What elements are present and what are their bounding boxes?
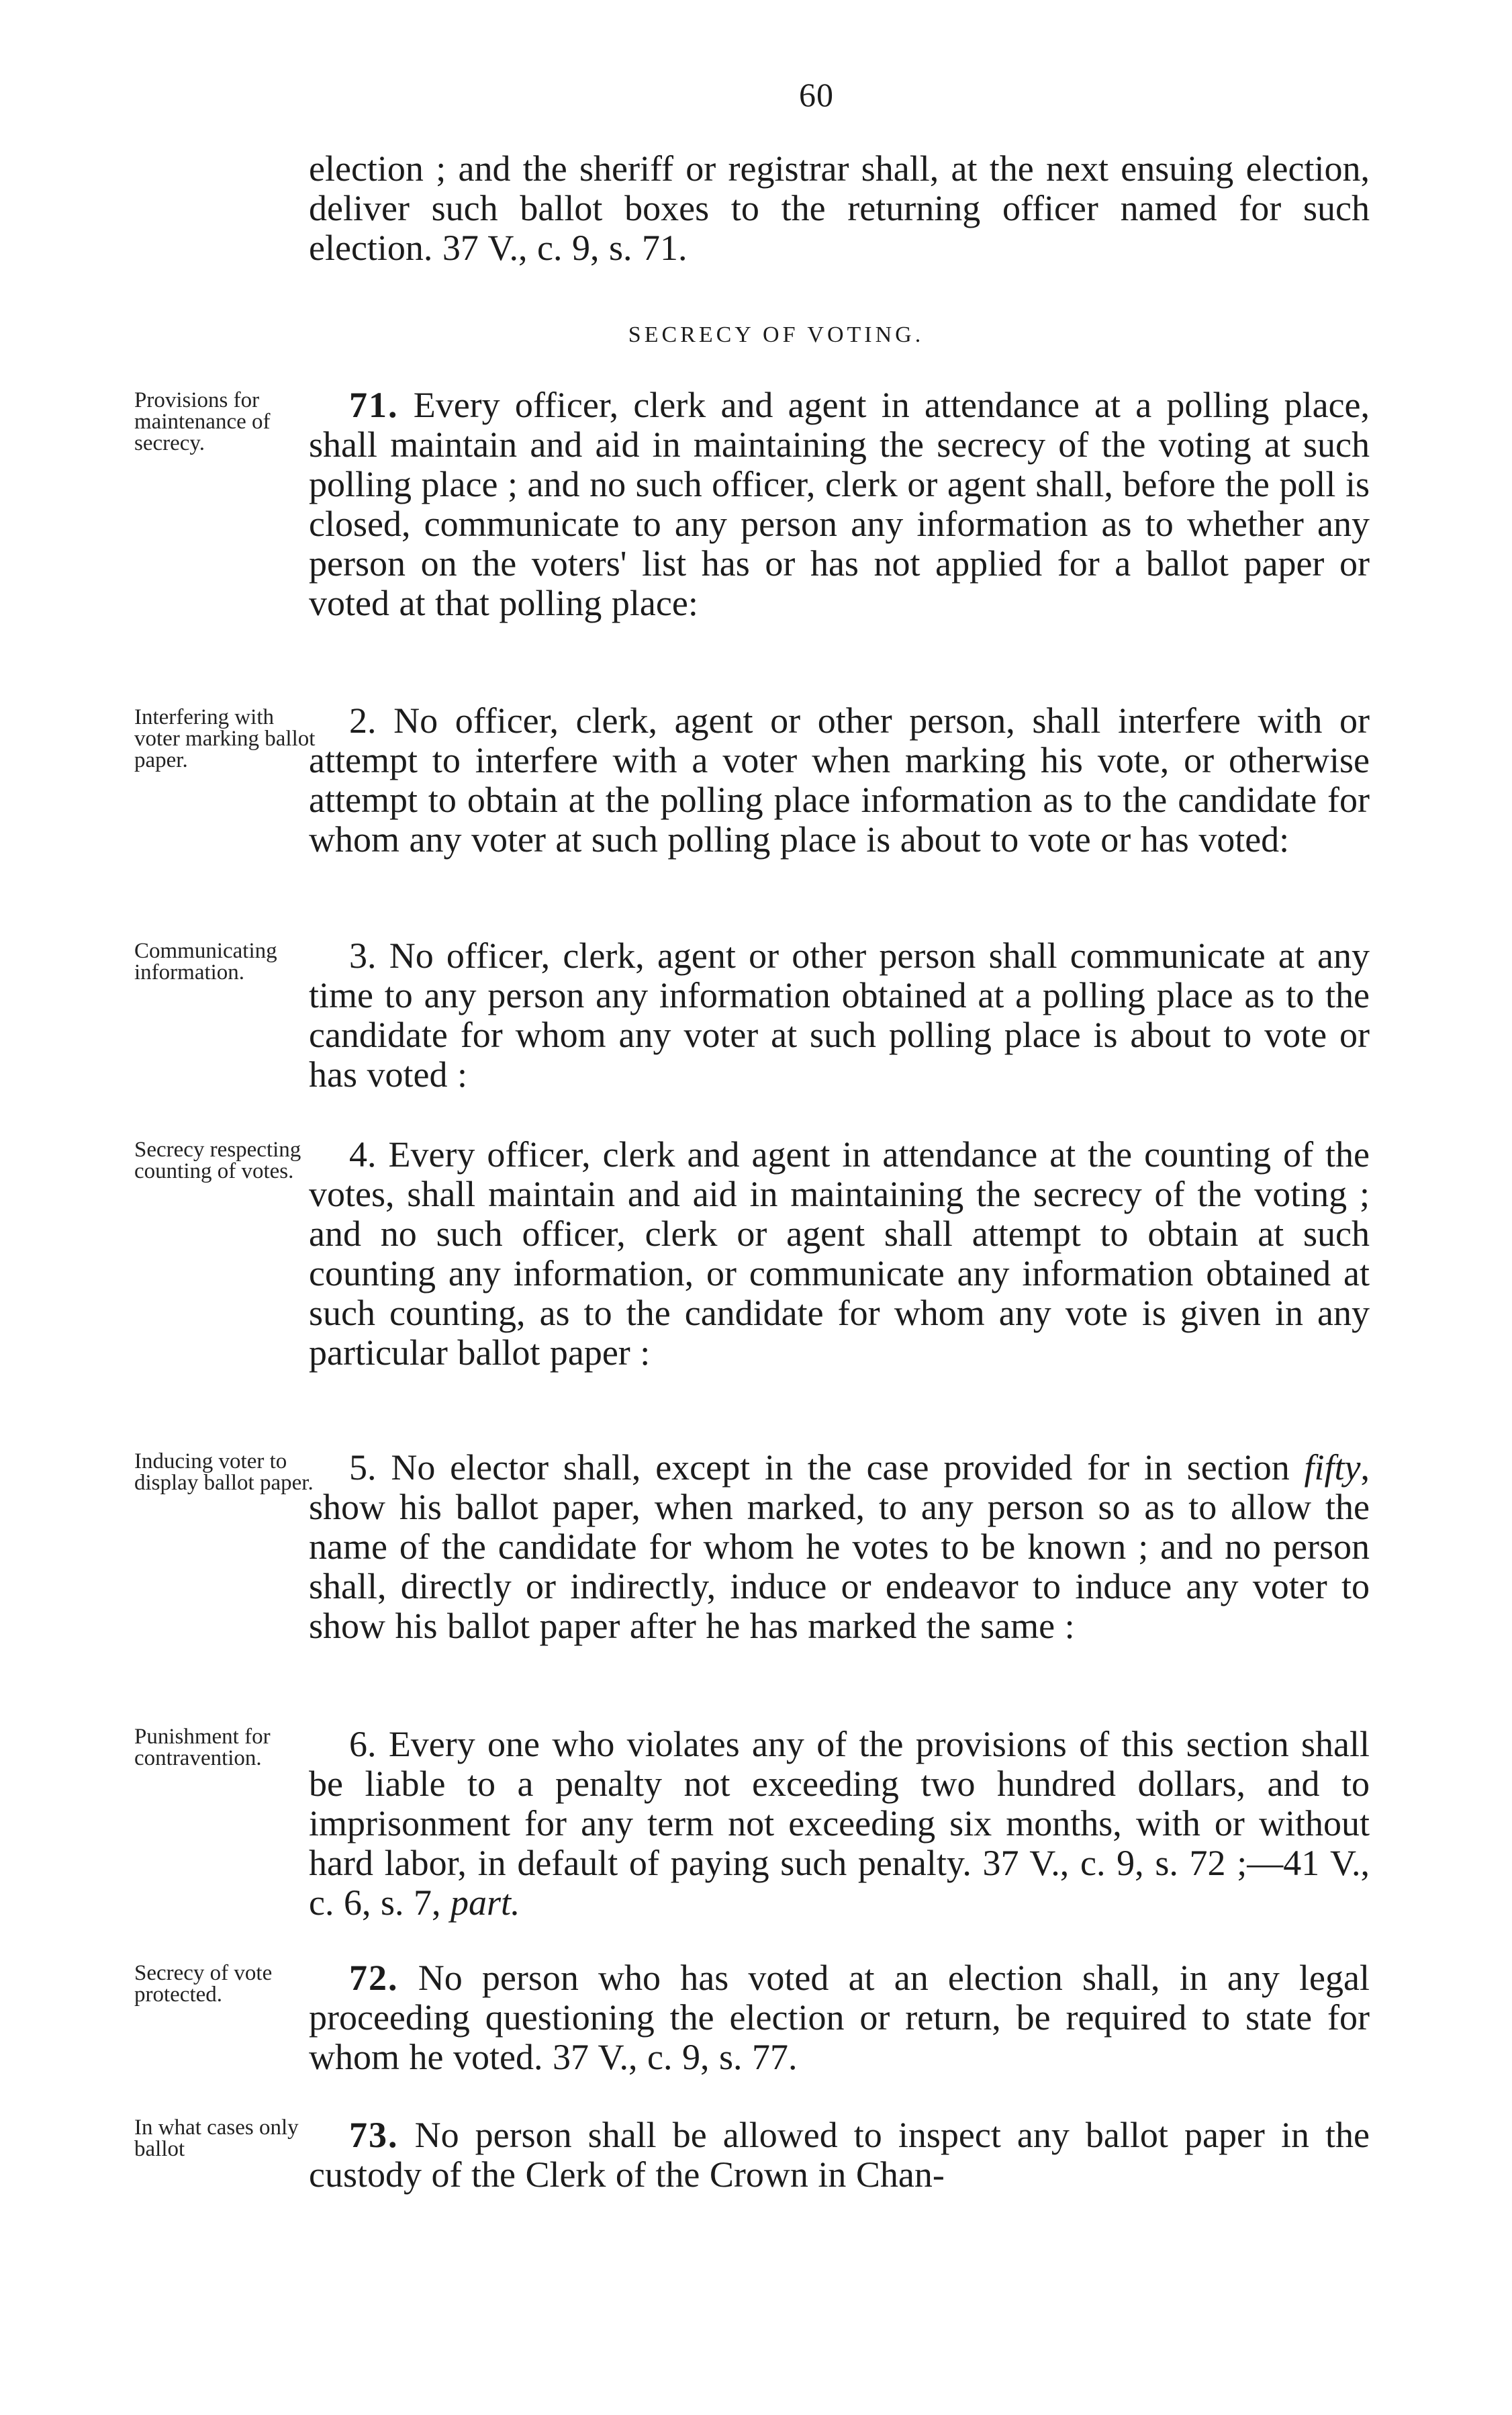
section-text: Every one who violates any of the provisions of this section shall be liable to a penalty not exceeding two hundred dollars, and to imprisonment for any term not exceeding six months, with or without hard labor, in default of paying such penalty. 37 V., c. 9, s. 72 ;—41 V., c. 6, s. 7,	[309, 1724, 1370, 1923]
section-number: 5.	[349, 1447, 377, 1488]
subsection-3	[309, 936, 1370, 1095]
section-number: 6.	[349, 1724, 377, 1764]
margin-note-sub-2: Interfering with voter marking ballot paper.	[134, 705, 316, 772]
subsection-6	[309, 1725, 1370, 1923]
subsection-2	[309, 701, 1370, 860]
section-ref-italic: fifty	[1304, 1447, 1361, 1488]
section-number: 3.	[349, 936, 377, 976]
margin-note-sub-4: Secrecy respecting counting of votes.	[134, 1138, 301, 1183]
section-text: Every officer, clerk and agent in attendance at a polling place, shall maintain and aid in maintaining the secrecy of the voting at such polling place ; and no such officer, clerk or agent shall, before the poll is closed, communicate to any person any information as to whether any person on the voters' list has or has not applied for a ballot paper or voted at that polling place:	[309, 385, 1370, 623]
section-number: 71.	[349, 385, 399, 425]
subsection-5	[309, 1448, 1370, 1646]
section-text: No officer, clerk, agent or other person shall communicate at any time to any person any information obtained at a polling place as to the candidate for whom any voter at such polling place is about to vote or has voted :	[309, 936, 1370, 1095]
page-number: 60	[799, 76, 834, 113]
section-text: No person shall be allowed to inspect any ballot paper in the custody of the Clerk of the Crown in Chan-	[309, 2115, 1370, 2195]
margin-note-72: Secrecy of vote protected.	[134, 1961, 273, 2007]
section-number: 4.	[349, 1134, 377, 1175]
margin-note-73: In what cases only ballot	[134, 2115, 299, 2161]
section-text: Every officer, clerk and agent in attendance at the counting of the votes, shall maintain and aid in maintaining the secrecy of the voting ; and no such officer, clerk or agent shall attempt to obtain at such counting any information, or communicate any information obtained at such counting, as to the candidate for whom any vote is given in any particular ballot paper :	[309, 1134, 1370, 1373]
margin-note-71: Provisions for maintenance of secrecy.	[134, 388, 271, 455]
subsection-4	[309, 1135, 1370, 1373]
section-number: 72.	[349, 1958, 399, 1998]
margin-note-sub-6: Punishment for contravention.	[134, 1725, 271, 1770]
continuation-paragraph: election ; and the sheriff or registrar shall, at the next ensuing election, deliver such ballot boxes to the returning officer named for such election. 37 V., c. 9, s. 71.	[309, 148, 1370, 268]
section-number: 2.	[349, 700, 377, 741]
section-text: No elector shall, except in the case provided for in section	[391, 1447, 1290, 1488]
section-71	[309, 385, 1370, 623]
section-text: No officer, clerk, agent or other person, shall interfere with or attempt to interfere with a voter when marking his vote, or otherwise attempt to obtain at the polling place information as to the candidate for whom any voter at such polling place is about to vote or has voted:	[309, 700, 1370, 860]
section-72	[309, 1958, 1370, 2077]
margin-note-sub-3: Communicating information.	[134, 939, 277, 985]
section-text-cont: , show his ballot paper, when marked, to any person so as to allow the name of the candidate for whom he votes to be known ; and no person shall, directly or indirectly, induce or endeavor to induce any voter to show his ballot paper after he has marked the same :	[309, 1447, 1370, 1646]
citation-italic: part.	[450, 1882, 520, 1923]
section-text: No person who has voted at an election shall, in any legal proceeding questioning the election or return, be required to state for whom he voted. 37 V., c. 9, s. 77.	[309, 1958, 1370, 2077]
section-73	[309, 2115, 1370, 2195]
section-heading: SECRECY OF VOTING.	[628, 322, 925, 347]
margin-note-sub-5: Inducing voter to display ballot paper.	[134, 1449, 314, 1495]
section-number: 73.	[349, 2115, 399, 2155]
